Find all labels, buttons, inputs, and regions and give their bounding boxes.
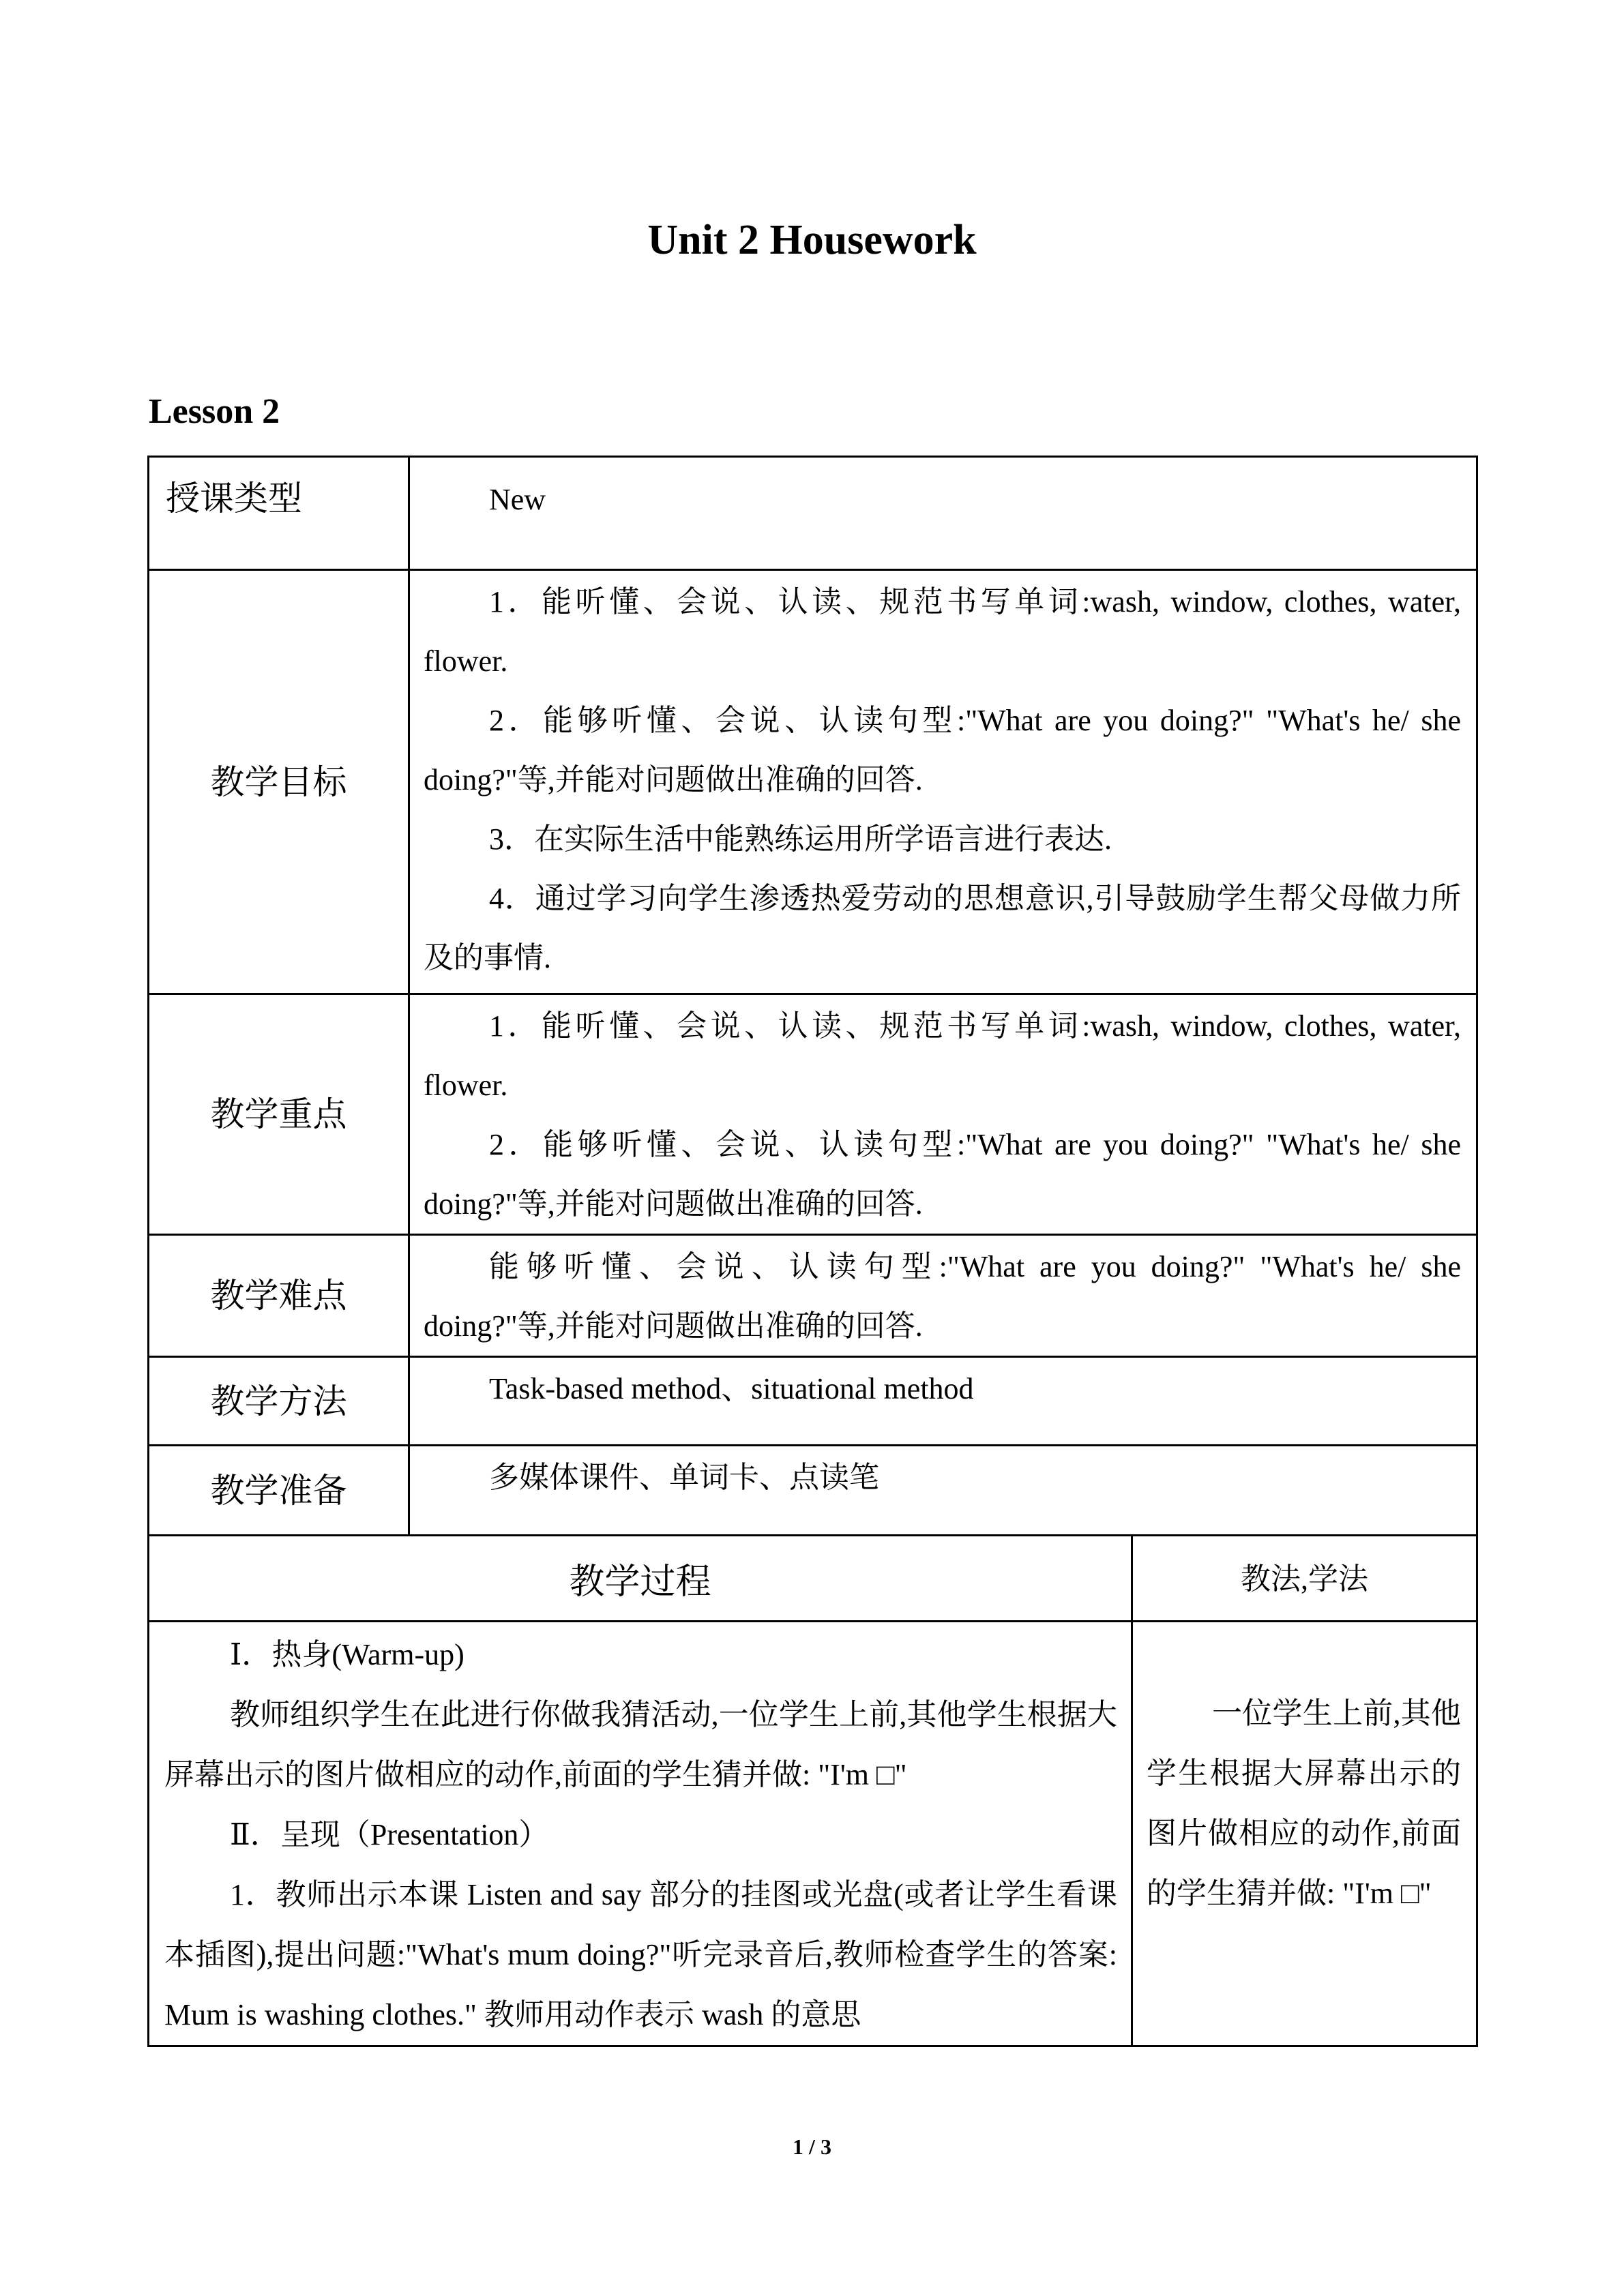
label-objectives: 教学目标 — [149, 570, 409, 994]
process-paragraph: Ⅱ．呈现（Presentation） — [230, 1818, 549, 1851]
row-objectives — [149, 570, 1477, 994]
objective-item: 4．通过学习向学生渗透热爱劳动的思想意识,引导鼓励学生帮父母做力所及的事情. — [424, 882, 1461, 974]
row-process-body — [149, 1622, 1477, 2046]
process-content — [149, 1622, 1132, 2046]
key-point-item: 2．能够听懂、会说、认读句型:"What are you doing?" "What's he/ she doing?"等,并能对问题做出准确的回答. — [424, 1128, 1461, 1221]
row-process-header — [149, 1536, 1477, 1622]
page-number: 1 / 3 — [793, 2134, 831, 2159]
value-lesson-type: New — [409, 457, 1477, 570]
row-methods — [149, 1357, 1477, 1446]
row-key-points — [149, 994, 1477, 1235]
row-difficulties — [149, 1235, 1477, 1357]
value-key-points — [409, 994, 1477, 1235]
label-difficulties: 教学难点 — [149, 1235, 409, 1357]
row-lesson-type — [149, 457, 1477, 570]
value-difficulties: 能够听懂、会说、认读句型:"What are you doing?" "What's he/ she doing?"等,并能对问题做出准确的回答. — [409, 1235, 1477, 1357]
label-key-points: 教学重点 — [149, 994, 409, 1235]
method-header: 教法,学法 — [1132, 1536, 1477, 1622]
label-methods: 教学方法 — [149, 1357, 409, 1446]
process-paragraph: 1．教师出示本课 Listen and say 部分的挂图或光盘(或者让学生看课本插图),提出问题:"What's mum doing?"听完录音后,教师检查学生的答案: Mum is washing clothes." 教师用动作表示 wash 的意思 — [164, 1878, 1117, 2031]
label-lesson-type: 授课类型 — [149, 457, 409, 570]
process-header: 教学过程 — [149, 1536, 1132, 1622]
process-paragraph: 教师组织学生在此进行你做我猜活动,一位学生上前,其他学生根据大屏幕出示的图片做相应的动作,前面的学生猜并做: "I'm □" — [164, 1698, 1117, 1791]
value-preparation: 多媒体课件、单词卡、点读笔 — [409, 1446, 1477, 1536]
lesson-heading: Lesson 2 — [149, 392, 280, 431]
objective-item: 3．在实际生活中能熟练运用所学语言进行表达. — [489, 822, 1112, 856]
label-preparation: 教学准备 — [149, 1446, 409, 1536]
lesson-plan-table — [147, 456, 1478, 2047]
objective-item: 2．能够听懂、会说、认读句型:"What are you doing?" "What's he/ she doing?"等,并能对问题做出准确的回答. — [424, 704, 1461, 796]
document-title: Unit 2 Housework — [647, 217, 977, 263]
process-paragraph: Ⅰ．热身(Warm-up) — [230, 1638, 464, 1671]
objective-item: 1．能听懂、会说、认读、规范书写单词:wash, window, clothes, water, flower. — [424, 585, 1461, 678]
value-objectives — [409, 570, 1477, 994]
key-point-item: 1．能听懂、会说、认读、规范书写单词:wash, window, clothes, water, flower. — [424, 1009, 1461, 1102]
row-preparation — [149, 1446, 1477, 1536]
method-content: 一位学生上前,其他学生根据大屏幕出示的图片做相应的动作,前面的学生猜并做: "I'm □" — [1132, 1622, 1477, 2046]
value-methods: Task-based method、situational method — [409, 1357, 1477, 1446]
